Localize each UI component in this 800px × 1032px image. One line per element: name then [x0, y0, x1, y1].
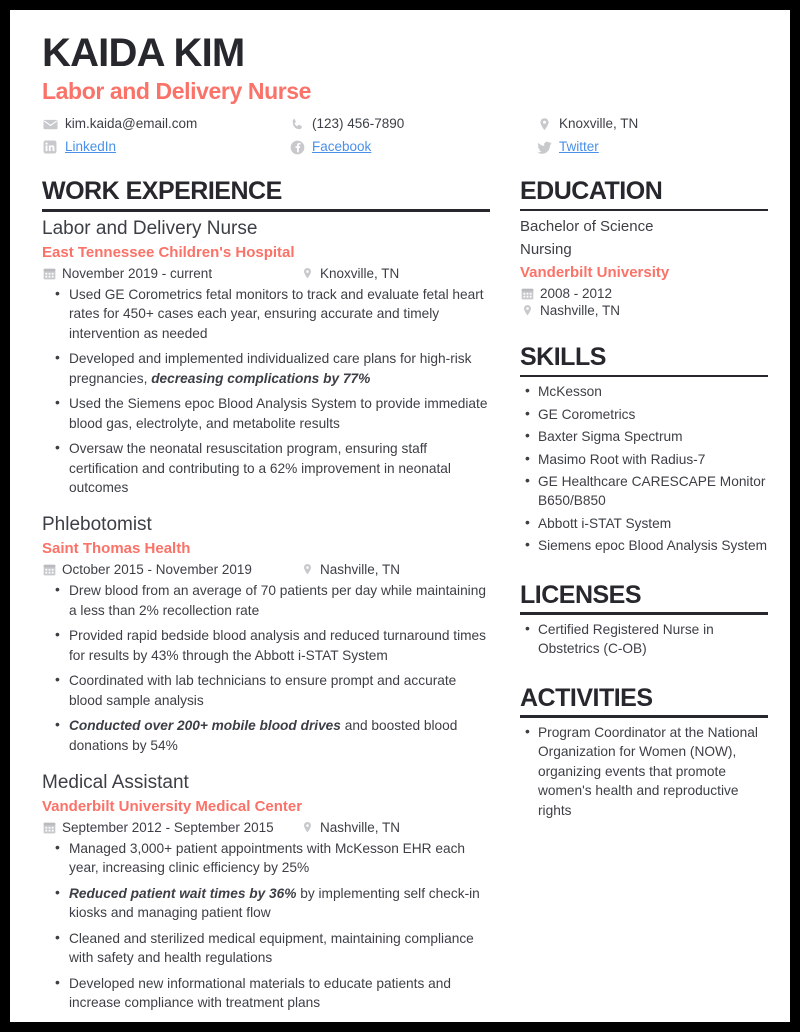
resume-header: [32, 32, 768, 156]
job-location: [300, 562, 400, 577]
calendar-icon: [520, 287, 534, 301]
job-company: East Tennessee Children's Hospital: [42, 243, 295, 261]
job-bullet: • Provided rapid bedside blood analysis and reduced turnaround times for results by 43% through the Abbott i-STAT System: [69, 626, 490, 665]
skill-item: • McKesson: [538, 382, 768, 401]
job-bullet: • Reduced patient wait times by 36% by implementing self check-in kiosks and managing patient flow: [69, 884, 490, 923]
candidate-name: KAIDA KIM: [42, 31, 245, 75]
education-school: Vanderbilt University: [520, 264, 670, 282]
job-location-text: Knoxville, TN: [320, 265, 400, 281]
job-company: Saint Thomas Health: [42, 540, 191, 558]
contact-location: [536, 115, 768, 133]
work-experience-entry: [42, 217, 490, 497]
job-bullet: • Drew blood from an average of 70 patients per day while maintaining a less than 2% recollection rate: [69, 581, 490, 620]
job-bullet-list: [42, 839, 490, 1013]
job-location: [300, 266, 399, 281]
left-column: [32, 178, 502, 1018]
calendar-icon: [42, 563, 56, 577]
licenses-section: [520, 582, 768, 659]
education-degree-line-2: Nursing: [520, 240, 572, 258]
contact-info-grid: [42, 115, 768, 156]
contact-twitter[interactable]: [536, 138, 768, 156]
contact-location-text: Knoxville, TN: [559, 116, 639, 131]
job-bullet: • Used GE Corometrics fetal monitors to track and evaluate fetal heart rates for 450+ cases each year, ensuring accurate and timely intervention as needed: [69, 285, 490, 343]
licenses-heading: LICENSES: [520, 580, 642, 609]
work-experience-rule: [42, 209, 490, 212]
job-bullet: • Oversaw the neonatal resuscitation program, ensuring staff certification and contributing to a 62% improvement in neonatal outcomes: [69, 439, 490, 497]
phone-icon: [289, 116, 305, 132]
job-date-text: October 2015 - November 2019: [62, 562, 252, 578]
linkedin-icon: [42, 139, 58, 155]
calendar-icon: [42, 266, 56, 280]
contact-twitter-link[interactable]: Twitter: [559, 139, 599, 155]
location-pin-icon: [536, 116, 552, 132]
twitter-icon: [536, 139, 552, 155]
education-degree-line-1: Bachelor of Science: [520, 218, 654, 236]
job-meta: [42, 266, 490, 281]
activity-item: • Program Coordinator at the National Organization for Women (NOW), organizing events that promote women's health and reproductive rights: [538, 723, 768, 820]
job-role: Phlebotomist: [42, 514, 152, 536]
licenses-list: [520, 620, 768, 659]
work-experience-heading: WORK EXPERIENCE: [42, 177, 282, 206]
job-bullet: • Managed 3,000+ patient appointments with McKesson EHR each year, increasing clinic efficiency by 25%: [69, 839, 490, 878]
job-meta: [42, 562, 490, 577]
education-section: [520, 178, 768, 318]
contact-facebook[interactable]: [289, 138, 536, 156]
location-pin-icon: [300, 820, 314, 834]
license-item: • Certified Registered Nurse in Obstetrics (C-OB): [538, 620, 768, 659]
job-bullet: • Cleaned and sterilized medical equipment, maintaining compliance with safety and health regulations: [69, 929, 490, 968]
job-bullet: • Used the Siemens epoc Blood Analysis System to provide immediate blood gas, electrolyte, and metabolite results: [69, 394, 490, 433]
resume-document: [10, 10, 790, 1022]
calendar-icon: [42, 820, 56, 834]
job-bullet: • Conducted over 200+ mobile blood drives and boosted blood donations by 54%: [69, 716, 490, 755]
contact-email: [42, 115, 289, 133]
contact-linkedin[interactable]: [42, 138, 289, 156]
job-bullet: • Coordinated with lab technicians to ensure prompt and accurate blood sample analysis: [69, 671, 490, 710]
activities-heading: ACTIVITIES: [520, 683, 653, 712]
education-rule: [520, 209, 768, 212]
contact-facebook-link[interactable]: Facebook: [312, 139, 372, 155]
skill-item: • GE Healthcare CARESCAPE Monitor B650/B850: [538, 472, 768, 511]
work-experience-entry: [42, 771, 490, 1013]
education-dates: [520, 286, 768, 301]
job-role: Medical Assistant: [42, 771, 189, 793]
skill-item: • GE Corometrics: [538, 405, 768, 424]
candidate-job-title: Labor and Delivery Nurse: [42, 78, 312, 104]
skills-list: [520, 382, 768, 556]
job-role: Labor and Delivery Nurse: [42, 217, 258, 239]
location-pin-icon: [520, 304, 534, 318]
resume-body: [32, 178, 768, 1018]
skills-rule: [520, 375, 768, 378]
job-date-range: [42, 820, 300, 835]
job-date-text: November 2019 - current: [62, 265, 213, 281]
activities-list: [520, 723, 768, 820]
job-date-range: [42, 562, 300, 577]
job-location-text: Nashville, TN: [320, 562, 401, 578]
education-location-text: Nashville, TN: [540, 303, 621, 319]
job-bullet: • Developed new informational materials to educate patients and increase compliance with treatment plans: [69, 974, 490, 1013]
skills-heading: SKILLS: [520, 343, 606, 372]
job-date-range: [42, 266, 300, 281]
activities-section: [520, 685, 768, 820]
job-bullet-list: [42, 581, 490, 755]
skill-item: • Siemens epoc Blood Analysis System: [538, 536, 768, 555]
job-company: Vanderbilt University Medical Center: [42, 797, 303, 815]
education-dates-text: 2008 - 2012: [540, 286, 613, 302]
education-location: [520, 303, 768, 318]
facebook-icon: [289, 139, 305, 155]
skills-section: [520, 344, 768, 556]
location-pin-icon: [300, 266, 314, 280]
job-meta: [42, 820, 490, 835]
envelope-icon: [42, 116, 58, 132]
job-location-text: Nashville, TN: [320, 819, 401, 835]
skill-item: • Abbott i-STAT System: [538, 514, 768, 533]
contact-email-text: kim.kaida@email.com: [65, 116, 198, 131]
location-pin-icon: [300, 563, 314, 577]
work-experience-entry: [42, 513, 490, 755]
activities-rule: [520, 715, 768, 718]
licenses-rule: [520, 612, 768, 615]
job-date-text: September 2012 - September 2015: [62, 819, 274, 835]
contact-phone: [289, 115, 536, 133]
job-bullet-list: [42, 285, 490, 498]
contact-linkedin-link[interactable]: LinkedIn: [65, 139, 117, 155]
job-location: [300, 820, 400, 835]
education-heading: EDUCATION: [520, 177, 663, 206]
contact-phone-text: (123) 456-7890: [312, 116, 405, 131]
skill-item: • Baxter Sigma Spectrum: [538, 427, 768, 446]
right-column: [502, 178, 768, 1018]
job-bullet: • Developed and implemented individualized care plans for high-risk pregnancies, decreasing complications by 77%: [69, 349, 490, 388]
skill-item: • Masimo Root with Radius-7: [538, 450, 768, 469]
